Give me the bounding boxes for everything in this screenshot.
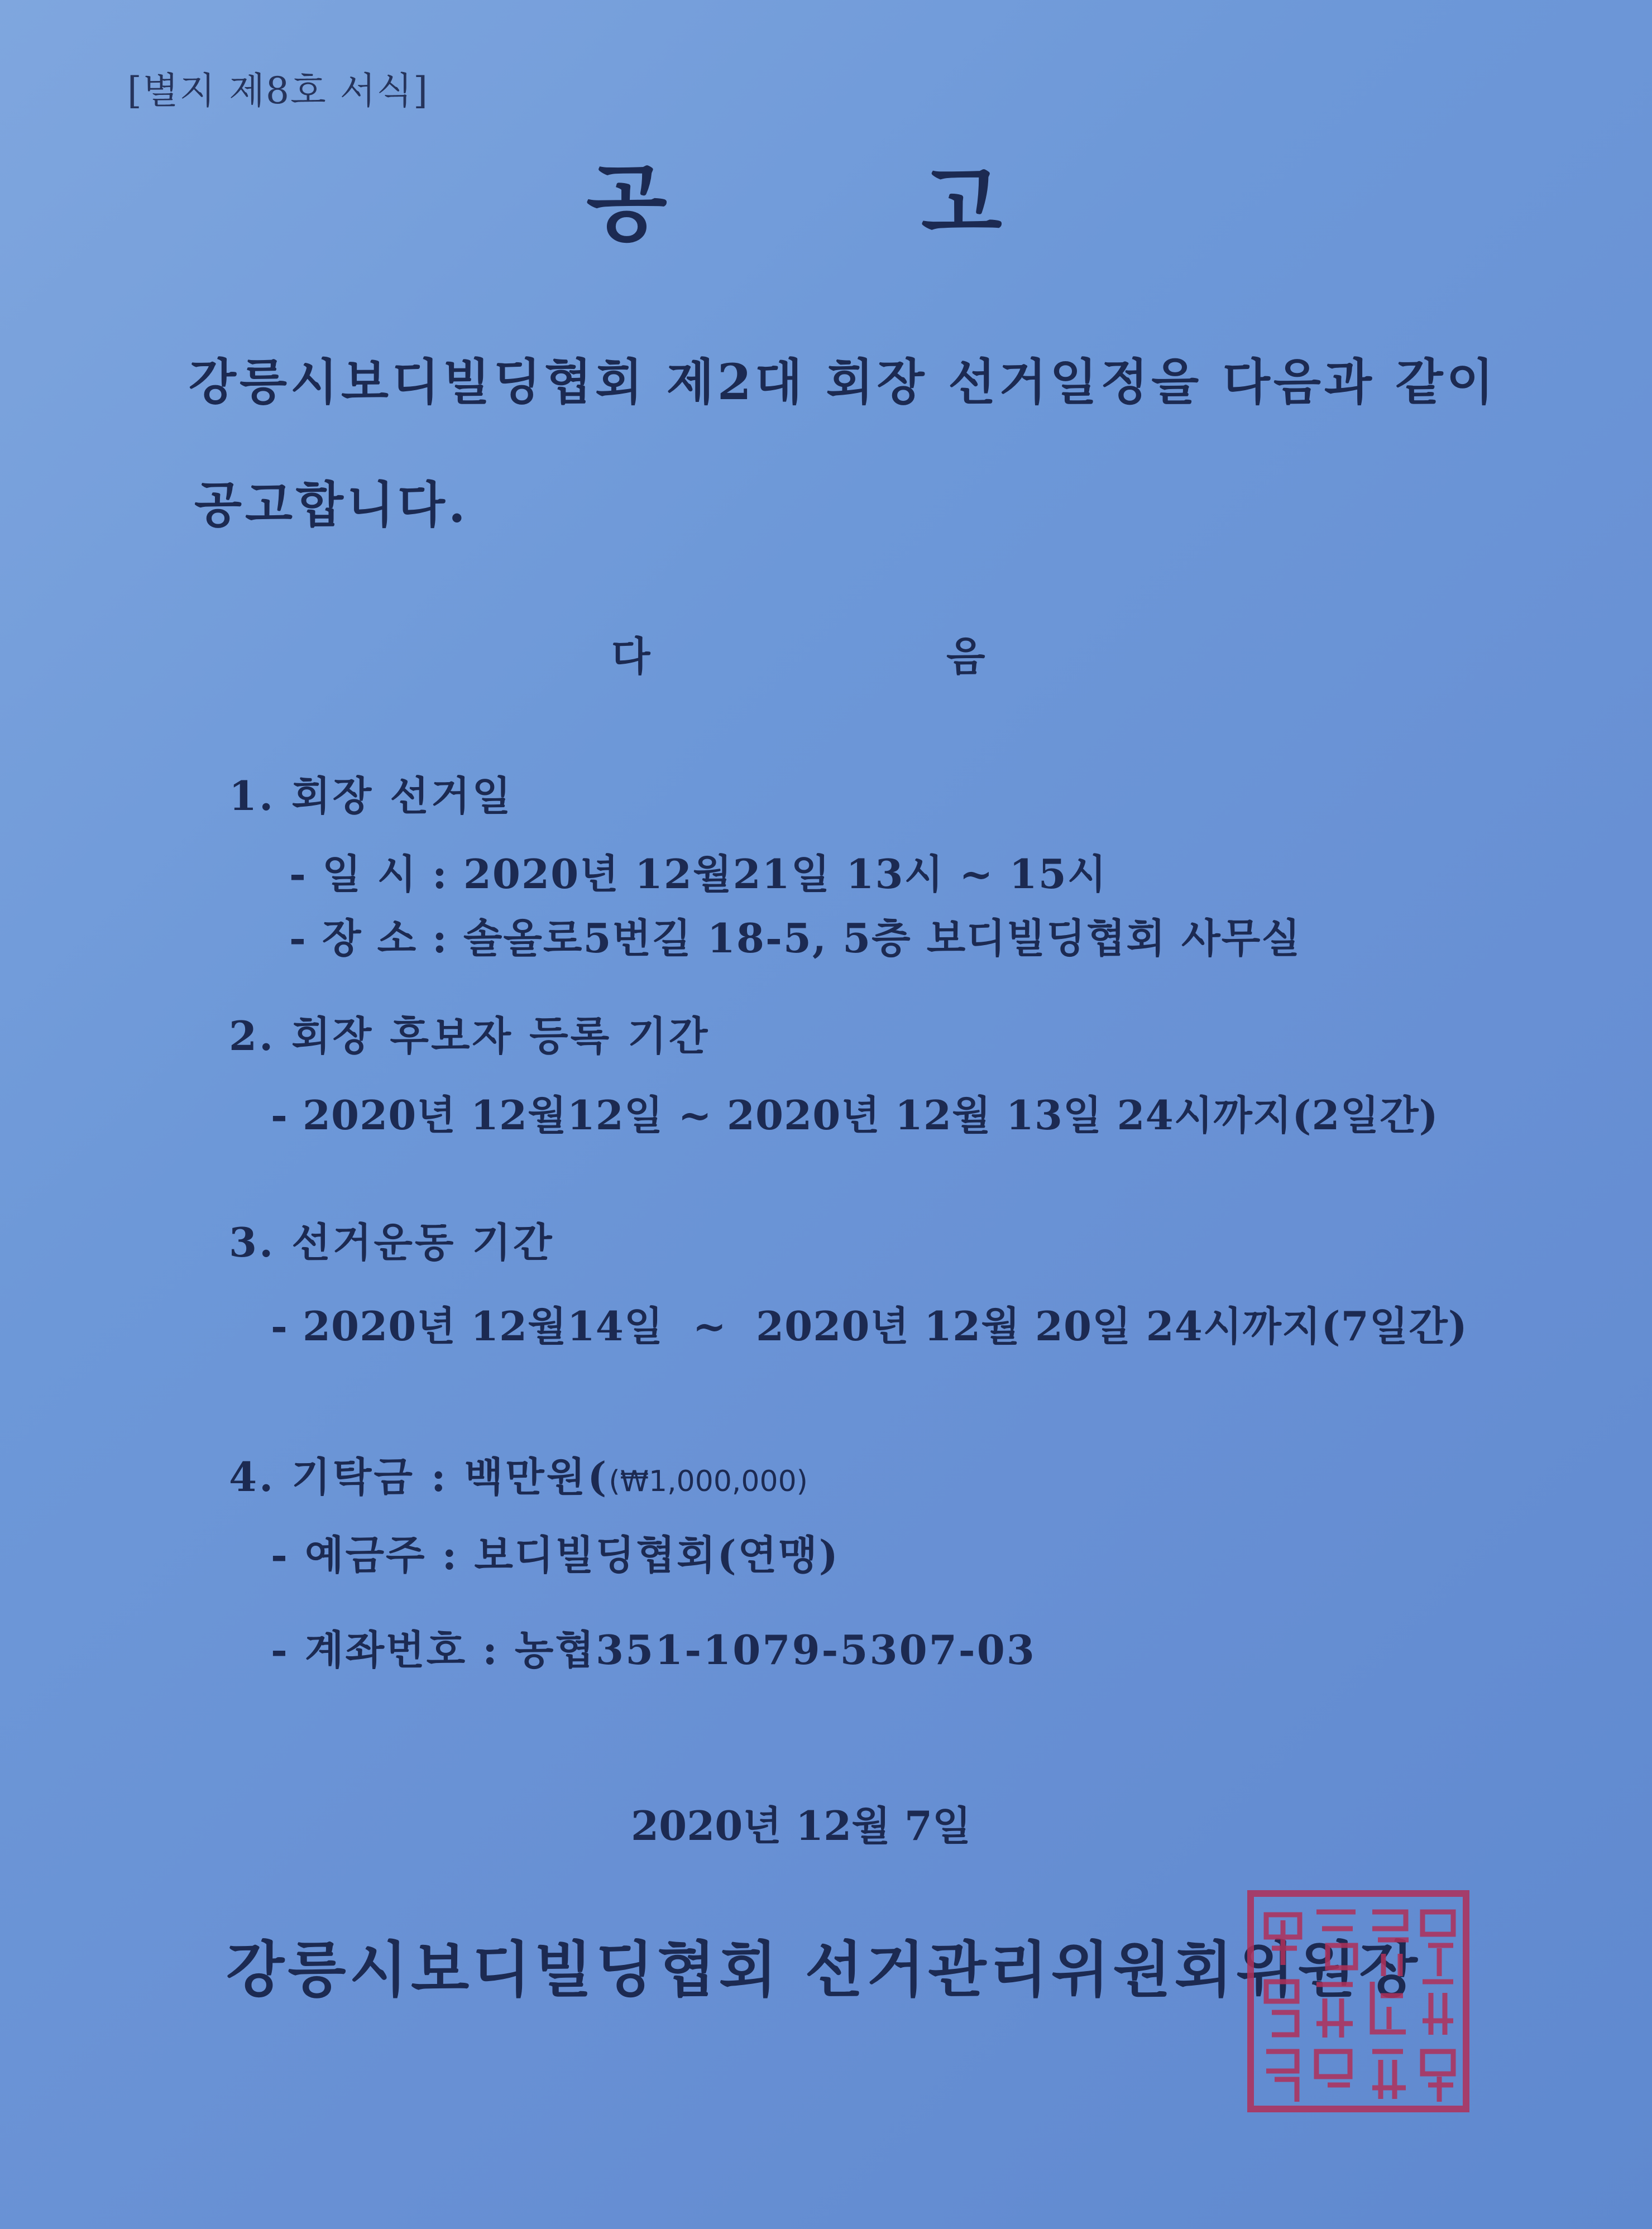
section-1-item-datetime: - 일 시 : 2020년 12월21일 13시 ~ 15시 bbox=[289, 850, 1108, 898]
intro-line-1: 강릉시보디빌딩협회 제2대 회장 선거일정을 다음과 같이 bbox=[189, 353, 1497, 411]
official-seal-icon bbox=[1244, 1887, 1473, 2116]
signature-line: 강릉시보디빌딩협회 선거관리위원회위원장 bbox=[226, 1935, 1421, 2005]
next-heading-char-1: 다 bbox=[611, 632, 650, 680]
notice-date: 2020년 12월 7일 bbox=[631, 1802, 971, 1849]
section-4-heading bbox=[229, 1453, 808, 1501]
seal-text: 강릉시보디빌딩협회선거관리위원장 bbox=[1297, 2009, 1419, 2017]
section-1-heading: 1. 회장 선거일 bbox=[229, 772, 514, 819]
deposit-amount: (₩1,000,000) bbox=[609, 1465, 808, 1498]
section-2-heading: 2. 회장 후보자 등록 기간 bbox=[229, 1012, 710, 1060]
section-3-heading: 3. 선거운동 기간 bbox=[229, 1219, 554, 1266]
section-3-item-period: - 2020년 12월14일 ~ 2020년 12월 20일 24시까지(7일간) bbox=[271, 1302, 1468, 1350]
document-title-char-2: 고 bbox=[921, 155, 1002, 253]
document-title-char-1: 공 bbox=[586, 155, 667, 253]
section-4-item-account-holder: - 예금주 : 보디빌딩협회(연맹) bbox=[271, 1531, 840, 1579]
section-1-item-place: - 장 소 : 솔올로5번길 18-5, 5층 보디빌딩협회 사무실 bbox=[289, 914, 1301, 962]
intro-line-2: 공고합니다. bbox=[194, 476, 469, 534]
section-4-heading-text: 4. 기탁금 : 백만원( bbox=[229, 1453, 609, 1501]
section-2-item-period: - 2020년 12월12일 ~ 2020년 12월 13일 24시까지(2일간) bbox=[271, 1091, 1439, 1139]
section-4-item-account-number: - 계좌번호 : 농협351-1079-5307-03 bbox=[271, 1626, 1036, 1674]
form-label: [별지 제8호 서식] bbox=[127, 69, 429, 112]
next-heading-char-2: 음 bbox=[946, 632, 985, 680]
